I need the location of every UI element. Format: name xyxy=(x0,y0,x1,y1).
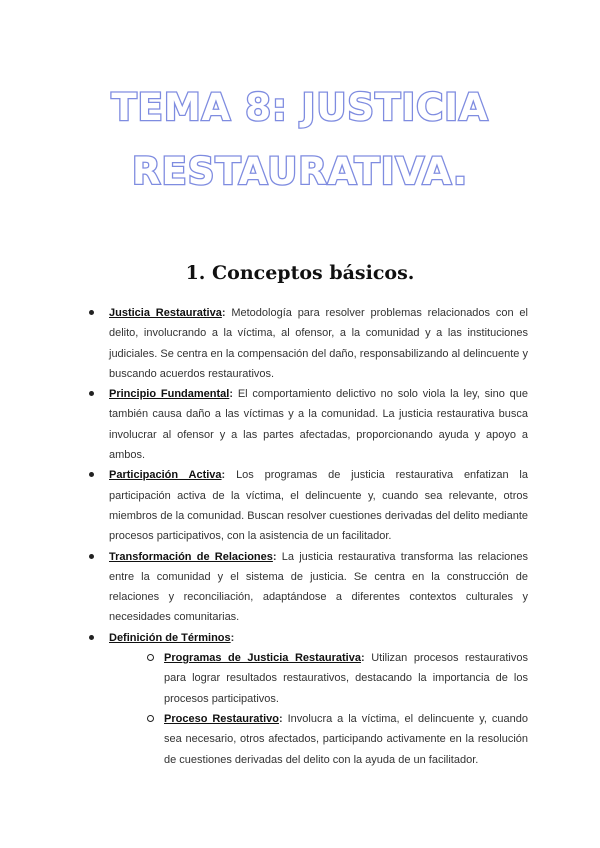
list-item xyxy=(88,628,528,770)
term-separator: : xyxy=(360,652,365,665)
term-separator: : xyxy=(221,469,226,482)
concept-list xyxy=(88,303,528,770)
term-definition: Los programas de justicia restaurativa enfatizan la participación activa de la víctima, el delincuente y, cuando sea relevante, otros miembros de la comunidad. Buscan resolver cuestiones derivadas del delito mediante procesos participativos, con la asistencia de un facilitador. xyxy=(109,469,528,543)
title-line-1: TEMA 8: JUSTICIA xyxy=(111,86,489,129)
term-label: Transformación de Relaciones xyxy=(109,550,273,563)
term-label: Justicia Restaurativa xyxy=(109,307,222,319)
term-definition: La justicia restaurativa transforma las relaciones entre la comunidad y el sistema de justicia. Se centra en la construcción de relaciones y reconciliación, adaptándose a diferentes contextos culturales y necesidades comunitarias. xyxy=(109,550,528,624)
sub-list-item xyxy=(147,648,528,709)
term-label: Proceso Restaurativo xyxy=(164,712,279,725)
list-item xyxy=(88,547,528,628)
content-body xyxy=(88,303,528,770)
title-line-2: RESTAURATIVA. xyxy=(131,150,469,193)
term-label: Principio Fundamental xyxy=(109,388,230,401)
term-separator: : xyxy=(229,388,233,401)
term-definition: Involucra a la víctima, el delincuente y, cuando sea necesario, otros afectados, participando activamente en la resolución de cuestiones derivadas del delito con la ayuda de un facilitador. xyxy=(164,712,528,766)
term-label: Programas de Justicia Restaurativa xyxy=(164,652,361,665)
term-separator: : xyxy=(278,712,283,725)
list-item xyxy=(88,384,528,465)
list-item xyxy=(88,465,528,546)
term-label: Definición de Términos xyxy=(109,631,231,644)
term-definition: El comportamiento delictivo no solo viola la ley, sino que también causa daño a las víctimas y a la comunidad. La justicia restaurativa busca involucrar al ofensor y a las partes afectadas, proporcionando ayuda y apoyo a ambos. xyxy=(109,388,528,462)
term-definition: Metodología para resolver problemas relacionados con el delito, involucrando a la víctima, al ofensor, a la comunidad y a las instituciones judiciales. Se centra en la compensación del daño, responsabilizando al delincuente y buscando acuerdos restaurativos. xyxy=(109,307,528,380)
sub-list-item xyxy=(147,709,528,770)
term-separator: : xyxy=(272,550,277,563)
term-separator: : xyxy=(221,307,226,319)
section-heading: 1. Conceptos básicos. xyxy=(185,262,415,284)
term-definition: Utilizan procesos restaurativos para lograr resultados restaurativos, destacando la importancia de los procesos participativos. xyxy=(164,652,528,705)
document-title xyxy=(0,76,600,204)
sub-list xyxy=(109,648,528,770)
term-label: Participación Activa xyxy=(109,469,222,482)
list-item xyxy=(88,303,528,384)
term-separator: : xyxy=(230,631,235,644)
